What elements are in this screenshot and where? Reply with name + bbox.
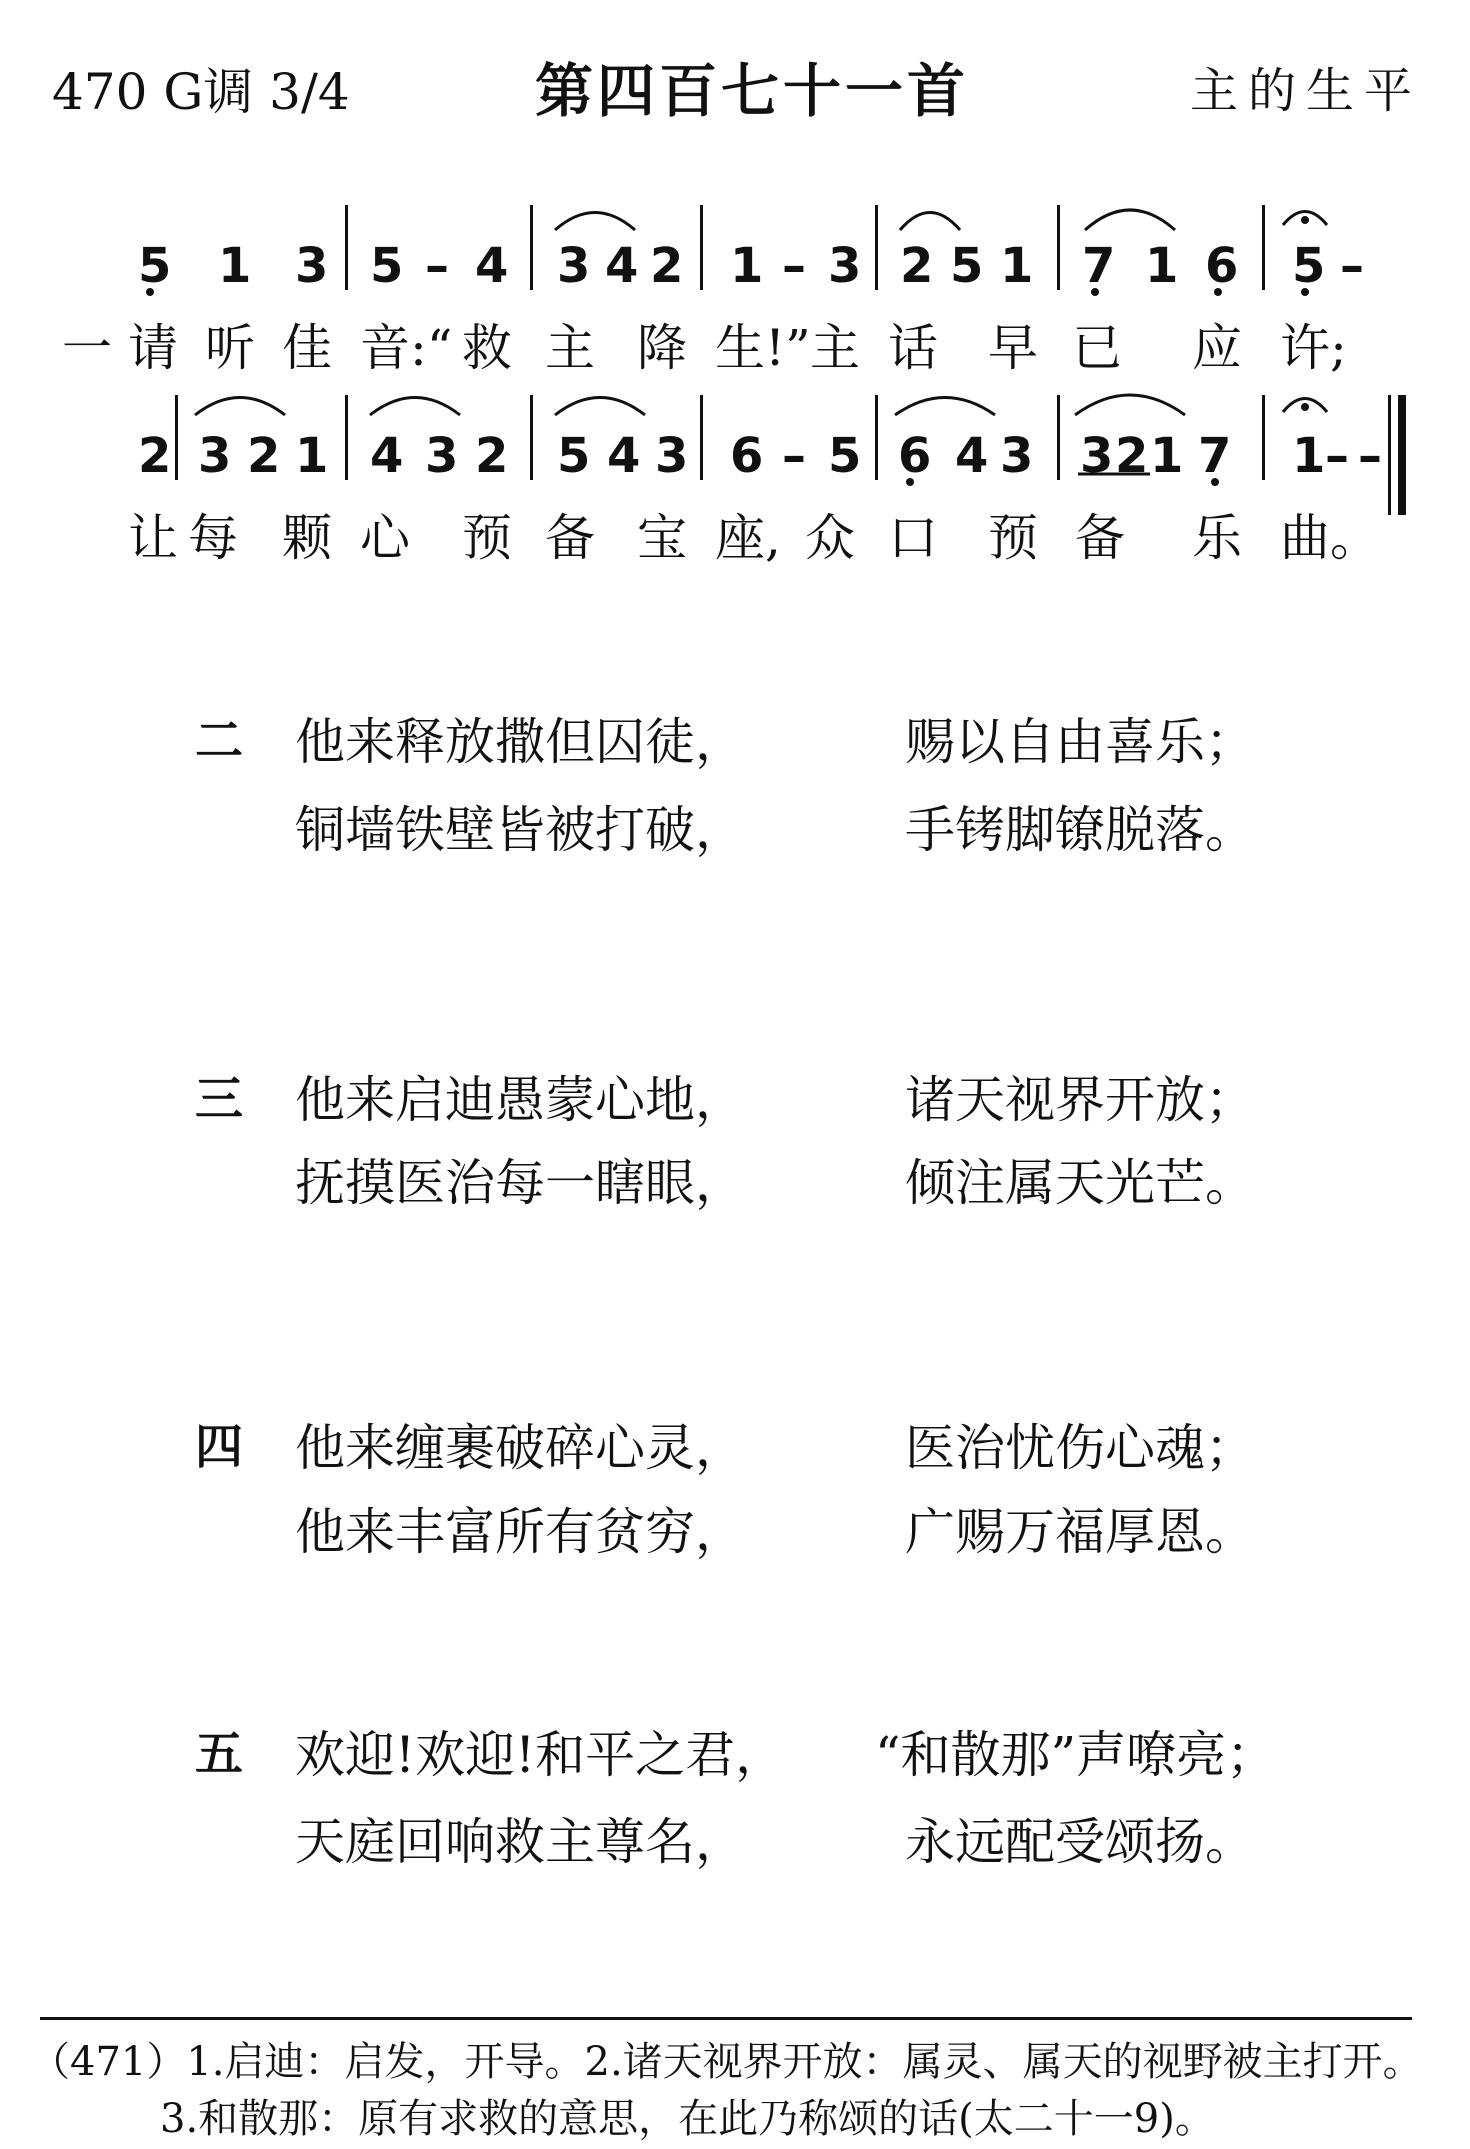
- lyric: 话: [888, 319, 938, 377]
- lyric: 每: [188, 509, 238, 567]
- verse-line-b: 广赐万福厚恩。: [905, 1503, 1255, 1561]
- lyric: 心: [360, 509, 410, 567]
- final-barline-thick: [1398, 395, 1406, 515]
- note: 5: [1292, 238, 1326, 294]
- barline: [1057, 205, 1060, 290]
- lyric: 生!”: [715, 319, 811, 377]
- note: 2: [900, 238, 934, 294]
- barline: [530, 205, 533, 290]
- barline: [875, 395, 878, 480]
- note: –: [1358, 428, 1382, 484]
- lyric: 听: [205, 319, 255, 377]
- slur: [555, 213, 635, 231]
- note: 5: [370, 238, 404, 294]
- verse-line-b: 诸天视界开放；: [905, 1071, 1255, 1129]
- note: –: [425, 238, 449, 294]
- note: 5: [138, 238, 172, 294]
- note: 5: [950, 238, 984, 294]
- note: 5: [828, 428, 862, 484]
- verse-number: 三: [195, 1071, 244, 1127]
- barline: [1262, 205, 1265, 290]
- verse-number: 四: [195, 1419, 244, 1475]
- note: 4: [607, 428, 641, 484]
- note: 3: [1080, 428, 1114, 484]
- note: 1: [218, 238, 252, 294]
- lyric: 降: [637, 319, 687, 377]
- lyric: 佳: [282, 319, 332, 377]
- note: 3: [655, 428, 689, 484]
- lyric: 备: [1075, 509, 1125, 567]
- verse-line-b: 医治忧伤心魂；: [905, 1419, 1255, 1477]
- note: 4: [605, 238, 639, 294]
- verse-line-a: 他来缠裹破碎心灵，: [295, 1419, 745, 1477]
- note: –: [1340, 238, 1364, 294]
- lyric: 预: [988, 509, 1038, 567]
- note: 3: [557, 238, 591, 294]
- verse-line-a: 天庭回响救主尊名，: [295, 1813, 745, 1871]
- slur: [555, 398, 645, 416]
- note: 3: [1000, 428, 1034, 484]
- note: –: [1325, 428, 1349, 484]
- barline: [700, 205, 703, 290]
- footnote-divider: [40, 2017, 1412, 2020]
- lyric: 乐: [1192, 509, 1242, 567]
- note: 6: [730, 428, 764, 484]
- lyric: 请: [128, 319, 178, 377]
- hymn-info: 470 G调 3/4: [52, 63, 350, 121]
- lyric: 座,: [715, 509, 781, 567]
- lyric: 早: [988, 319, 1038, 377]
- lyric: 许;: [1280, 319, 1347, 377]
- verse-number: 五: [195, 1726, 244, 1782]
- lyric: 口: [888, 509, 938, 567]
- note: 2: [650, 238, 684, 294]
- lyric: 主: [810, 319, 860, 377]
- note: 1: [1145, 238, 1179, 294]
- note: 3: [828, 238, 862, 294]
- lyric: 备: [545, 509, 595, 567]
- note: 7: [1198, 428, 1232, 484]
- lyric: 众: [805, 509, 855, 567]
- note: 2: [138, 428, 172, 484]
- barline: [175, 395, 178, 480]
- slur: [370, 398, 460, 416]
- barline: [1262, 395, 1265, 480]
- note: 1: [295, 428, 329, 484]
- note: 6: [898, 428, 932, 484]
- note: 1: [730, 238, 764, 294]
- fermata-dot: [1301, 216, 1309, 224]
- slur: [900, 213, 960, 231]
- verse-line-b: 赐以自由喜乐；: [905, 713, 1255, 771]
- verse-line-a: 抚摸医治每一瞎眼，: [295, 1154, 745, 1212]
- barline: [345, 205, 348, 290]
- note: –: [782, 238, 806, 294]
- slur: [1085, 210, 1175, 230]
- lyric: 一: [62, 319, 112, 377]
- note: 1: [1150, 428, 1184, 484]
- note: 4: [955, 428, 989, 484]
- note: 7: [1082, 238, 1116, 294]
- note: –: [782, 428, 806, 484]
- note: 4: [475, 238, 509, 294]
- footnote-line-2: 3.和散那：原有求救的意思，在此乃称颂的话(太二十一9)。: [160, 2096, 1215, 2142]
- barline: [345, 395, 348, 480]
- final-barline-thin: [1388, 395, 1391, 515]
- barline: [875, 205, 878, 290]
- hymn-title: 第四百七十一首: [535, 57, 970, 125]
- lyric: 让: [128, 509, 178, 567]
- verse-line-b: “和散那”声嘹亮；: [875, 1726, 1277, 1784]
- note: 3: [295, 238, 329, 294]
- lyric: 颗: [282, 509, 332, 567]
- lyric: 曲。: [1280, 509, 1380, 567]
- lyric: 应: [1192, 319, 1242, 377]
- barline: [700, 395, 703, 480]
- barline: [1057, 395, 1060, 480]
- note: 2: [1115, 428, 1149, 484]
- footnote-line-1: （471）1.启迪：启发，开导。2.诸天视界开放：属灵、属天的视野被主打开。: [30, 2039, 1423, 2085]
- verse-line-b: 永远配受颂扬。: [905, 1813, 1255, 1871]
- verse-line-a: 铜墙铁壁皆被打破，: [295, 801, 745, 859]
- verse-line-b: 倾注属天光芒。: [905, 1154, 1255, 1212]
- verse-line-a: 他来丰富所有贫穷，: [295, 1503, 745, 1561]
- lyric: 主: [545, 319, 595, 377]
- note: 5: [557, 428, 591, 484]
- note: 3: [425, 428, 459, 484]
- lyric: 音:“: [360, 319, 453, 377]
- hymn-topic: 主的生平: [1190, 63, 1423, 119]
- note: 6: [1205, 238, 1239, 294]
- verse-number: 二: [195, 713, 244, 769]
- slur: [895, 398, 995, 416]
- lyric: 已: [1072, 319, 1122, 377]
- lyric: 救: [462, 319, 512, 377]
- fermata-dot: [1301, 403, 1309, 411]
- verse-line-a: 他来释放撒但囚徒，: [295, 713, 745, 771]
- note: 2: [247, 428, 281, 484]
- note: 3: [198, 428, 232, 484]
- lyric: 宝: [637, 509, 687, 567]
- barline: [530, 395, 533, 480]
- note: 1: [1292, 428, 1326, 484]
- lyric: 预: [462, 509, 512, 567]
- slur: [1075, 395, 1185, 415]
- verse-line-a: 欢迎!欢迎!和平之君，: [295, 1726, 786, 1784]
- note: 1: [1000, 238, 1034, 294]
- verse-line-b: 手铐脚镣脱落。: [905, 801, 1255, 859]
- slur: [195, 398, 285, 416]
- verse-line-a: 他来启迪愚蒙心地，: [295, 1071, 745, 1129]
- note: 4: [370, 428, 404, 484]
- note: 2: [475, 428, 509, 484]
